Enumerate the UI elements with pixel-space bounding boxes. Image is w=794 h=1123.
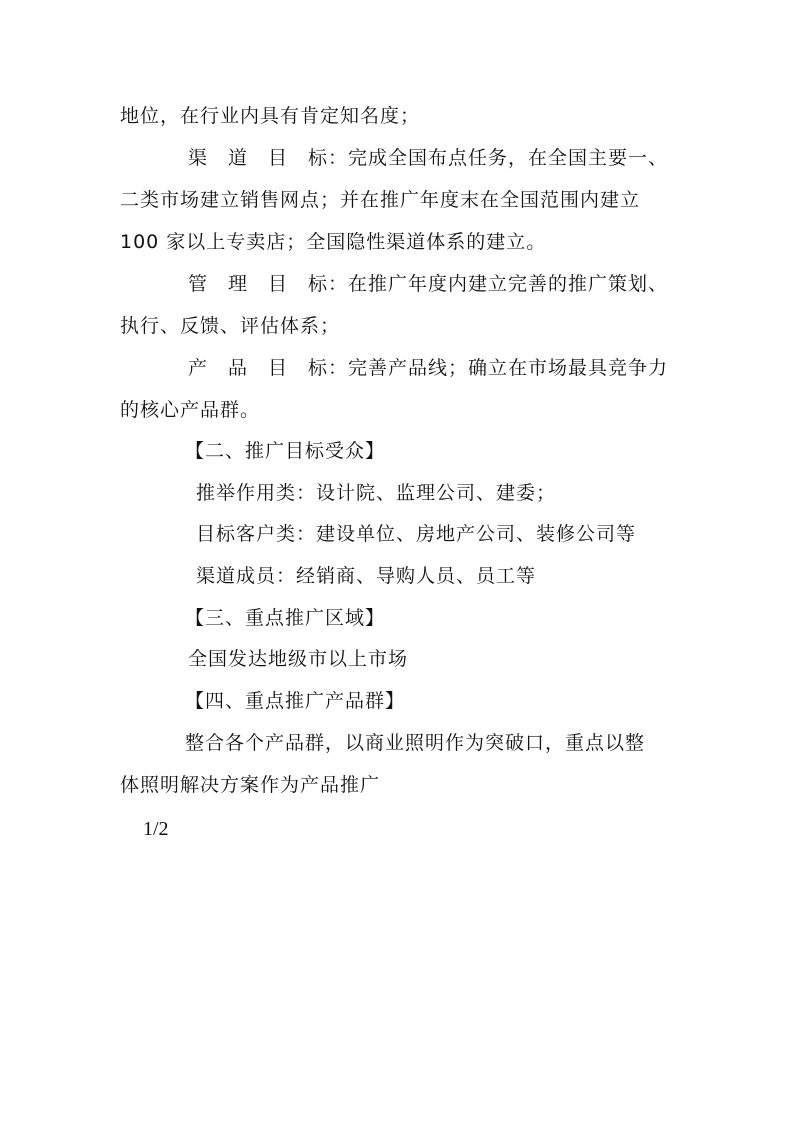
management-goal-line: 管 理 目 标：在推广年度内建立完善的推广策划、 xyxy=(188,273,669,295)
audience-item: 渠道成员：经销商、导购人员、员工等 xyxy=(196,565,537,587)
paragraph-line: 的核心产品群。 xyxy=(120,399,261,421)
paragraph-line: 100 家以上专卖店；全国隐性渠道体系的建立。 xyxy=(120,231,547,253)
section-heading-region: 【三、重点推广区域】 xyxy=(185,607,386,629)
product-goal-line: 产 品 目 标：完善产品线；确立在市场最具竞争力 xyxy=(188,357,669,379)
section-heading-audience: 【二、推广目标受众】 xyxy=(185,440,386,462)
section-heading-products: 【四、重点推广产品群】 xyxy=(185,690,406,712)
paragraph-line: 二类市场建立销售网点；并在推广年度末在全国范围内建立 xyxy=(120,189,641,211)
audience-item: 推举作用类：设计院、监理公司、建委； xyxy=(196,482,557,504)
channel-goal-line: 渠 道 目 标：完成全国布点任务，在全国主要一、 xyxy=(188,147,669,169)
region-text: 全国发达地级市以上市场 xyxy=(188,648,409,670)
audience-item: 目标客户类：建设单位、房地产公司、装修公司等 xyxy=(196,523,637,545)
paragraph-line: 整合各个产品群，以商业照明作为突破口，重点以整 xyxy=(185,732,646,754)
paragraph-line: 执行、反馈、评估体系； xyxy=(120,315,341,337)
paragraph-line: 地位，在行业内具有肯定知名度； xyxy=(120,105,421,127)
page-number: 1/2 xyxy=(143,818,169,840)
paragraph-line: 体照明解决方案作为产品推广 xyxy=(120,774,381,796)
